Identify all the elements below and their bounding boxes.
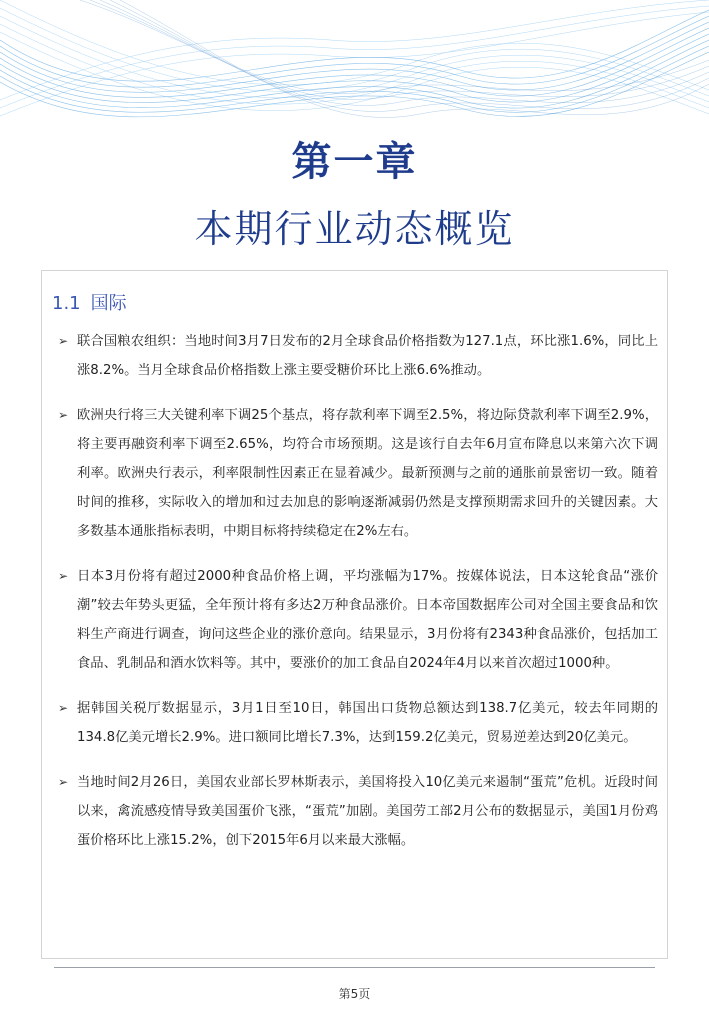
arrow-bullet-icon: ➢ (58, 775, 69, 789)
arrow-bullet-icon: ➢ (58, 701, 69, 715)
bullet-text: 联合国粮农组织：当地时间3月7日发布的2月全球食品价格指数为127.1点，环比涨1.6%，同比上涨8.2%。当月全球食品价格指数上涨主要受糖价环比上涨6.6%推动。 (77, 334, 658, 378)
list-item (58, 562, 658, 678)
content-box (41, 270, 668, 959)
bullet-text: 当地时间2月26日，美国农业部长罗林斯表示，美国将投入10亿美元来遏制“蛋荒”危机。近段时间以来，禽流感疫情导致美国蛋价飞涨，“蛋荒”加剧。美国劳工部2月公布的数据显示，美国1月份鸡蛋价格环比上涨15.2%，创下2015年6月以来最大涨幅。 (77, 775, 658, 848)
section-title: 国际 (90, 293, 127, 314)
bullet-list (58, 327, 658, 871)
chapter-subtitle: 本期行业动态概览 (194, 207, 515, 251)
footer-divider (54, 967, 655, 968)
page-number: 第5页 (338, 987, 371, 1001)
arrow-bullet-icon: ➢ (58, 334, 69, 348)
chapter-title: 第一章 (291, 139, 418, 185)
list-item (58, 768, 658, 855)
arrow-bullet-icon: ➢ (58, 408, 69, 422)
bullet-text: 欧洲央行将三大关键利率下调25个基点，将存款利率下调至2.5%，将边际贷款利率下调至2.9%，将主要再融资利率下调至2.65%，均符合市场预期。这是该行自去年6月宣布降息以来第六次下调利率。欧洲央行表示，利率限制性因素正在显着减少。最新预测与之前的通胀前景密切一致。随着时间的推移，实际收入的增加和过去加息的影响逐渐减弱仍然是支撑预期需求回升的关键因素。大多数基本通胀指标表明，中期目标将持续稳定在2%左右。 (77, 408, 658, 539)
list-item (58, 694, 658, 752)
list-item (58, 327, 658, 385)
section-heading (52, 289, 127, 315)
bullet-text: 日本3月份将有超过2000种食品价格上调，平均涨幅为17%。按媒体说法，日本这轮食品“涨价潮”较去年势头更猛，全年预计将有多达2万种食品涨价。日本帝国数据库公司对全国主要食品和饮料生产商进行调查，询问这些企业的涨价意向。结果显示，3月份将有2343种食品涨价，包括加工食品、乳制品和酒水饮料等。其中，要涨价的加工食品自2024年4月以来首次超过1000种。 (77, 569, 658, 671)
bullet-text: 据韩国关税厅数据显示，3月1日至10日，韩国出口货物总额达到138.7亿美元，较去年同期的134.8亿美元增长2.9%。进口额同比增长7.3%，达到159.2亿美元，贸易逆差达到20亿美元。 (77, 701, 658, 745)
arrow-bullet-icon: ➢ (58, 569, 69, 583)
list-item (58, 401, 658, 546)
section-number: 1.1 (52, 293, 81, 314)
